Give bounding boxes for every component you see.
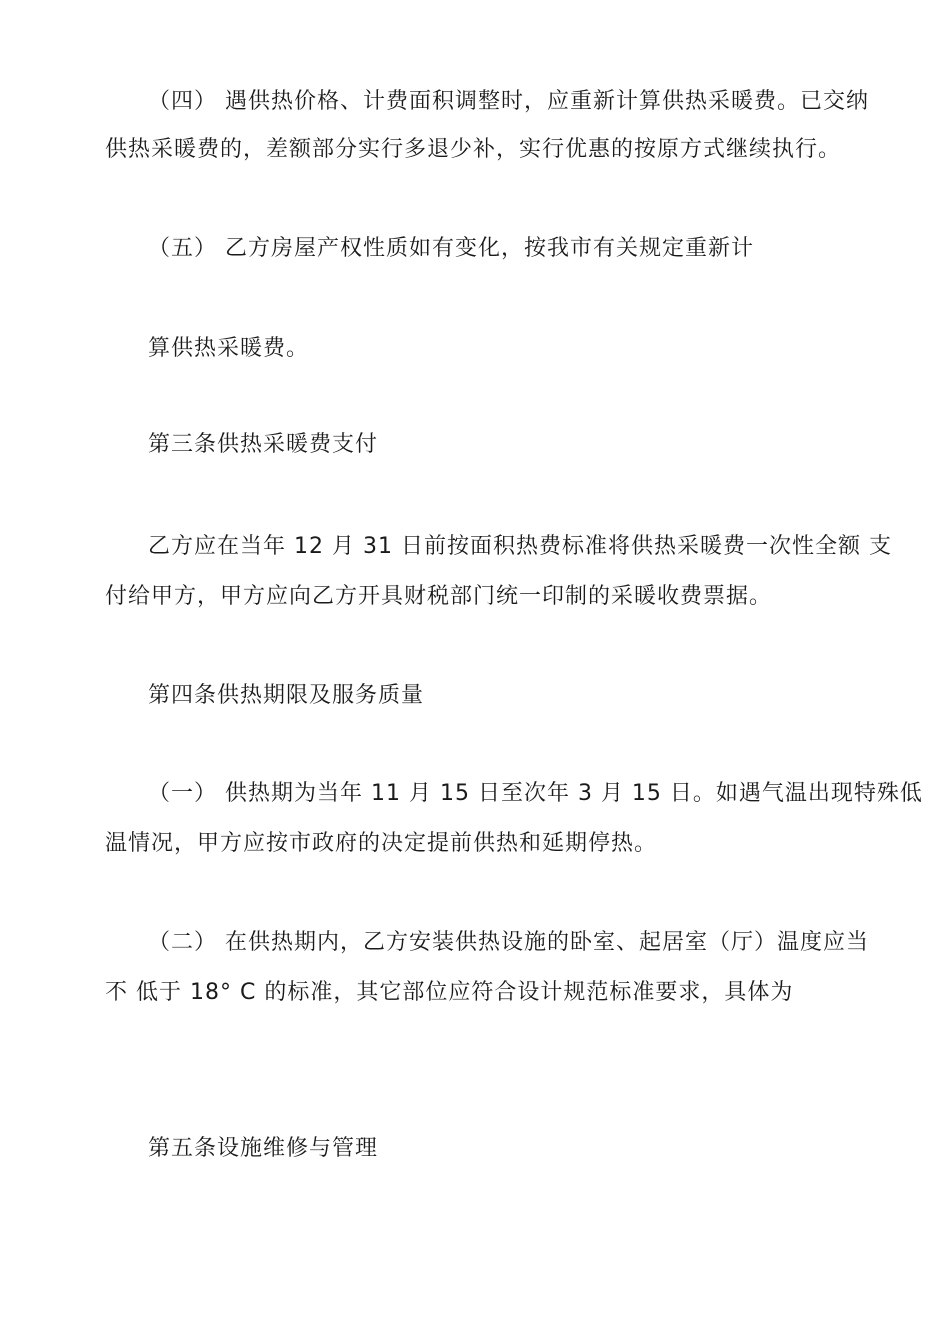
item-2-line-1: （二） 在供热期内，乙方安装供热设施的卧室、起居室（厅）温度应当 <box>148 930 869 955</box>
payment-paragraph-line-1: 乙方应在当年 12 月 31 日前按面积热费标准将供热采暖费一次性全额 支 <box>148 534 892 559</box>
article-4-heading: 第四条供热期限及服务质量 <box>148 683 425 708</box>
payment-paragraph-line-2: 付给甲方，甲方应向乙方开具财税部门统一印制的采暖收费票据。 <box>105 584 773 609</box>
article-3-heading: 第三条供热采暖费支付 <box>148 432 379 457</box>
paragraph-5-line-2: 算供热采暖费。 <box>148 336 310 361</box>
item-2-line-2: 不 低于 18° C 的标准，其它部位应符合设计规范标准要求，具体为 <box>105 980 794 1005</box>
paragraph-4-line-1: （四） 遇供热价格、计费面积调整时，应重新计算供热采暖费。已交纳 <box>148 89 869 114</box>
paragraph-5-line-1: （五） 乙方房屋产权性质如有变化，按我市有关规定重新计 <box>148 236 754 261</box>
article-5-heading: 第五条设施维修与管理 <box>148 1136 379 1161</box>
item-1-line-2: 温情况，甲方应按市政府的决定提前供热和延期停热。 <box>105 831 658 856</box>
item-1-line-1: （一） 供热期为当年 11 月 15 日至次年 3 月 15 日。如遇气温出现特殊低 <box>148 781 923 806</box>
paragraph-4-line-2: 供热采暖费的，差额部分实行多退少补，实行优惠的按原方式继续执行。 <box>105 137 842 162</box>
